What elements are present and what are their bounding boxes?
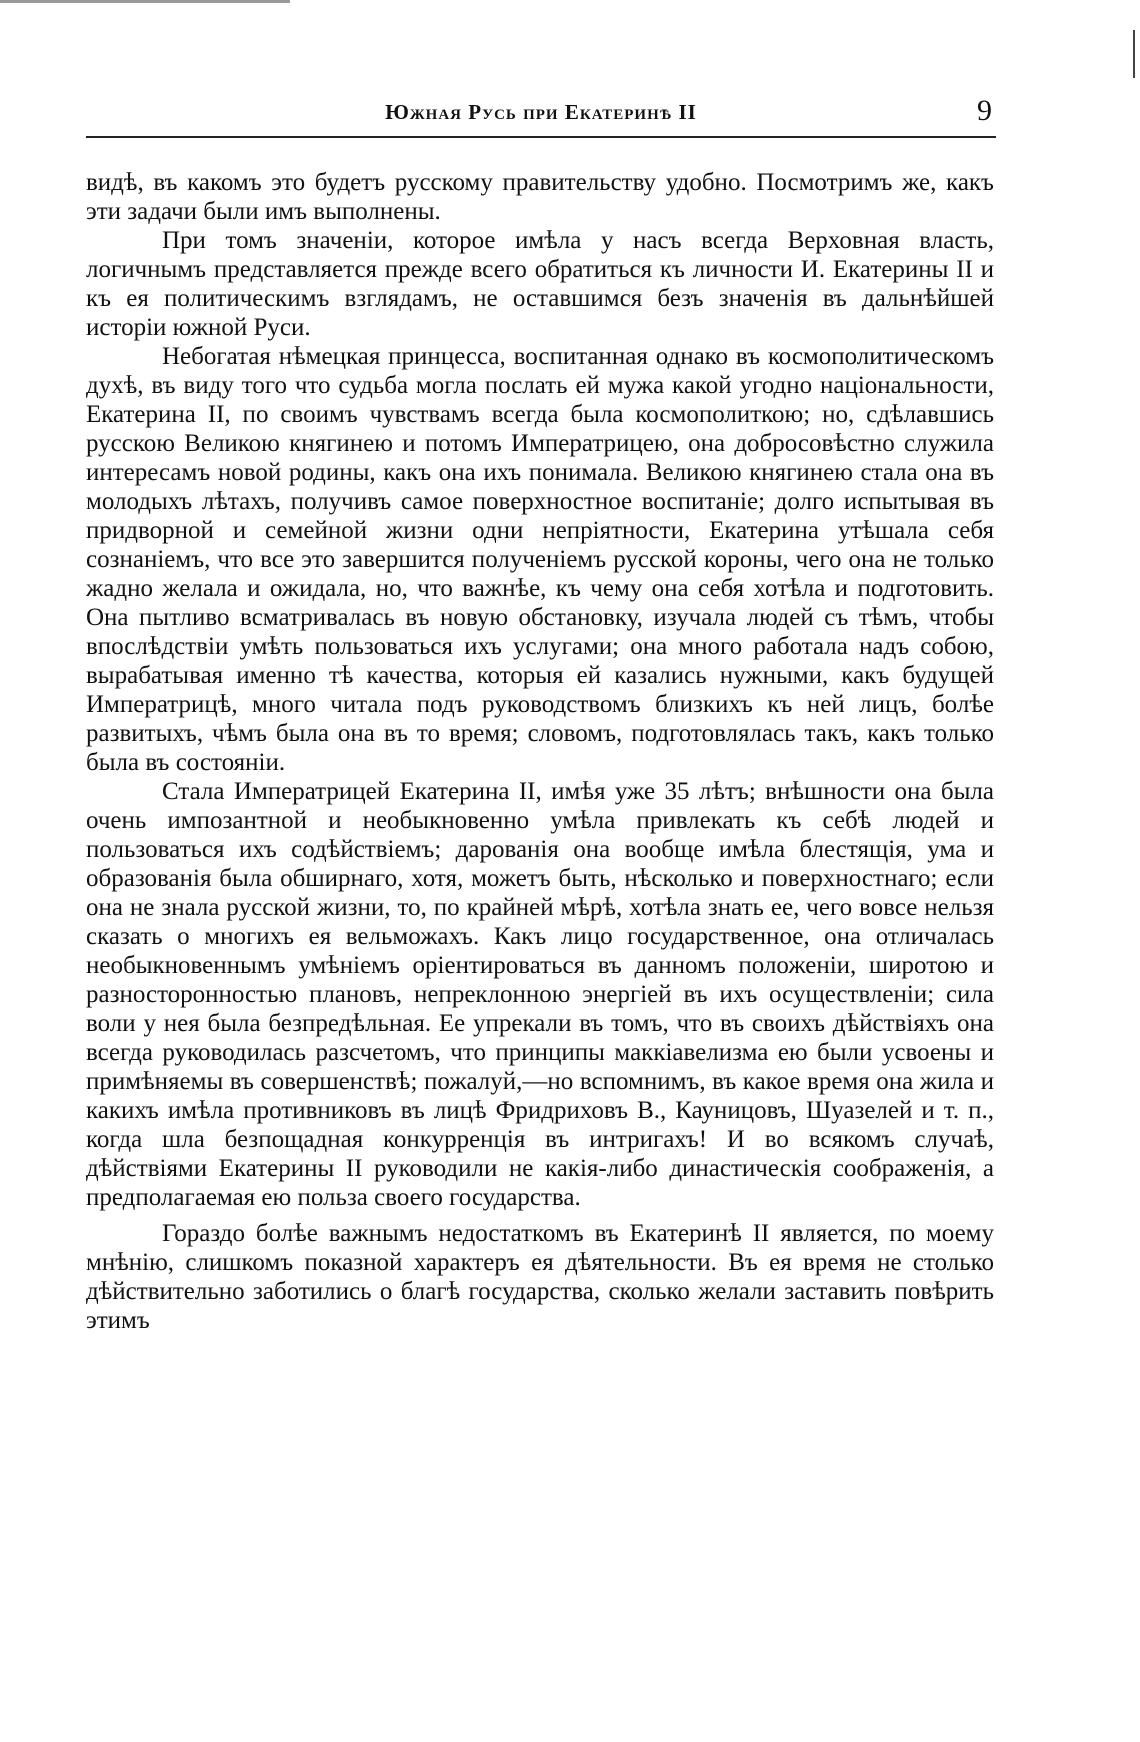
running-head (86, 96, 996, 138)
scan-edge-mark (1133, 30, 1135, 78)
paragraph: видѣ, въ какомъ это будетъ русскому правительству удобно. Посмотримъ же, какъ эти задачи были имъ выполнены. (86, 169, 994, 225)
paragraph: Гораздо болѣе важнымъ недостаткомъ въ Екатеринѣ II является, по моему мнѣнію, слишкомъ показной характеръ ея дѣятельности. Въ ея время не столько дѣйствительно заботились о благѣ государства, сколько желали заставить повѣрить этимъ (86, 1220, 994, 1334)
paragraph: Стала Императрицей Екатерина II, имѣя уже 35 лѣтъ; внѣшности она была очень импозантной и необыкновенно умѣла привлекать къ себѣ людей и пользоваться ихъ содѣйствіемъ; дарованія она вообще имѣла блестящія, ума и образованія была обширнаго, хотя, можетъ быть, нѣсколько и поверхностнаго; если она не знала русской жизни, то, по крайней мѣрѣ, хотѣла знать ее, чего вовсе нельзя сказать о многихъ ея вельможахъ. Какъ лицо государственное, она отличалась необыкновеннымъ умѣніемъ оріентироваться въ данномъ положеніи, широтою и разносторонностью плановъ, непреклонною энергіей въ ихъ осуществленіи; сила воли у нея была безпредѣльная. Ее упрекали въ томъ, что въ своихъ дѣйствіяхъ она всегда руководилась разсчетомъ, что принципы маккіавелизма ею были усвоены и примѣняемы въ совершенствѣ; пожалуй,—но вспомнимъ, въ какое время она жила и какихъ имѣла противниковъ въ лицѣ Фридриховъ В., Кауницовъ, Шуазелей и т. п., когда шла безпощадная конкурренція въ интригахъ! И во всякомъ случаѣ, дѣйствіями Екатерины II руководили не какія-либо династическія соображенія, а предполагаемая ею польза своего государства. (86, 778, 994, 1211)
text-body (86, 168, 994, 1335)
page-number: 9 (977, 94, 992, 127)
running-title: Южная Русь при Екатеринѣ II (385, 100, 697, 124)
paragraph: Небогатая нѣмецкая принцесса, воспитанная однако въ космополитическомъ духѣ, въ виду того что судьба могла послать ей мужа какой угодно національности, Екатерина II, по своимъ чувствамъ всегда была космополиткою; но, сдѣлавшись русскою Великою княгинею и потомъ Императрицею, она добросовѣстно служила интересамъ новой родины, какъ она ихъ понимала. Великою княгинею стала она въ молодыхъ лѣтахъ, получивъ самое поверхностное воспитаніе; долго испытывая въ придворной и семейной жизни одни непріятности, Екатерина утѣшала себя сознаніемъ, что все это завершится полученіемъ русской короны, чего она не только жадно желала и ожидала, но, что важнѣе, къ чему она себя хотѣла и подготовить. Она пытливо всматривалась въ новую обстановку, изучала людей съ тѣмъ, чтобы впослѣдствіи умѣть пользоваться ихъ услугами; она много работала надъ собою, вырабатывая именно тѣ качества, которыя ей казались нужными, какъ будущей Императрицѣ, много читала подъ руководствомъ близкихъ къ ней лицъ, болѣе развитыхъ, чѣмъ была она въ то время; словомъ, подготовлялась такъ, какъ только была въ состояніи. (86, 343, 994, 776)
paragraph: При томъ значеніи, которое имѣла у насъ всегда Верховная власть, логичнымъ представляется прежде всего обратиться къ личности И. Екатерины II и къ ея политическимъ взглядамъ, не оставшимся безъ значенія въ дальнѣйшей исторіи южной Руси. (86, 227, 994, 341)
scan-edge-mark (0, 0, 290, 3)
